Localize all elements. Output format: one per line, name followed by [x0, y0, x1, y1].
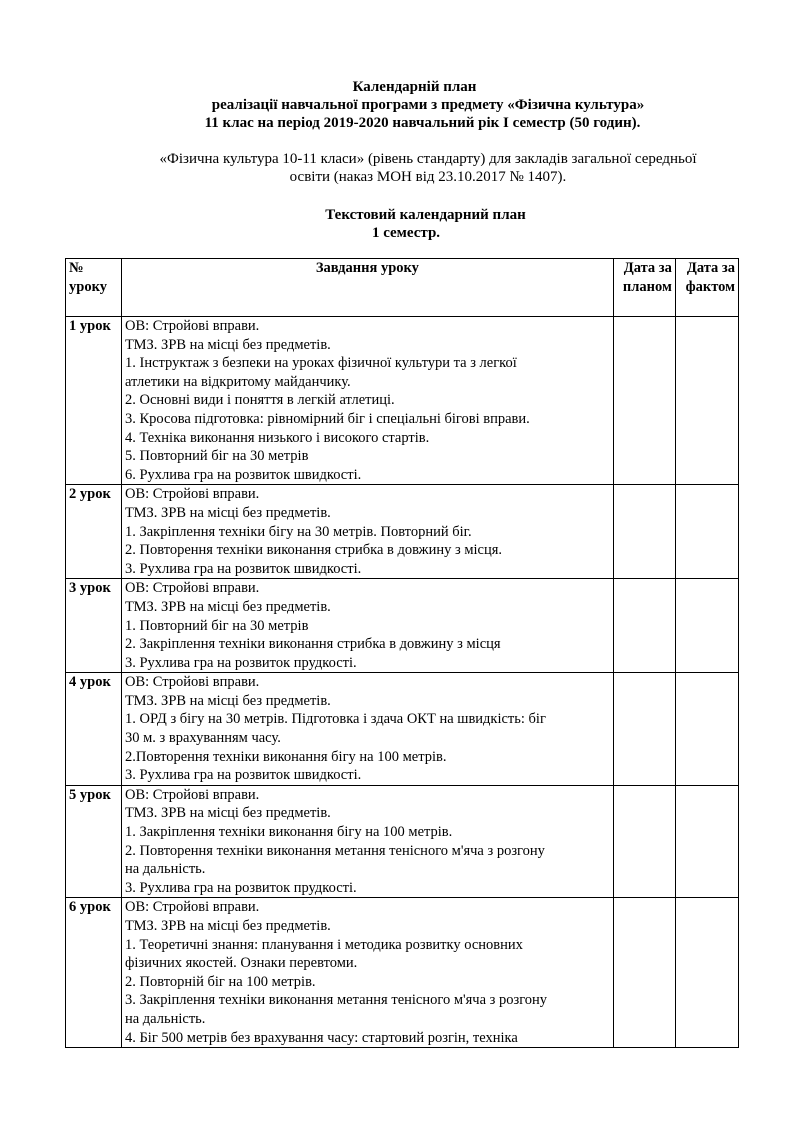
- task-line: 1. Теоретичні знання: планування і методика розвитку основних: [124, 936, 523, 953]
- task-line: ОВ: Стройові вправи.: [124, 486, 260, 503]
- table-body: [66, 317, 739, 1048]
- task-line: 1. Закріплення техніки виконання бігу на 100 метрів.: [124, 824, 453, 841]
- lesson-plan-table: [65, 258, 739, 1048]
- task-line: 4. Біг 500 метрів без врахування часу: стартовий розгін, техніка: [124, 1029, 518, 1046]
- task-line: ТМЗ. ЗРВ на місці без предметів.: [124, 336, 331, 353]
- lesson-task: [121, 785, 613, 898]
- task-line: 2. Закріплення техніки виконання стрибка в довжину з місця: [124, 636, 501, 653]
- table-row: [66, 785, 739, 898]
- program-line-2: освіти (наказ МОН від 23.10.2017 № 1407).: [289, 169, 567, 185]
- task-line: ОВ: Стройові вправи.: [124, 899, 260, 916]
- task-line: 3. Кросова підготовка: рівномірний біг і спеціальні бігові вправи.: [124, 410, 530, 427]
- header-date-planned: Дата за планом: [613, 259, 675, 317]
- task-line: 1. Інструктаж з безпеки на уроках фізичної культури та з легкої: [124, 355, 517, 372]
- title-line-2: реалізації навчальної програми з предмету «Фізична культура»: [211, 97, 645, 113]
- task-line: 4. Техніка виконання низького і високого стартів.: [124, 429, 430, 446]
- task-line: атлетики на відкритому майданчику.: [124, 373, 351, 390]
- lesson-number: 6 урок: [66, 898, 122, 1048]
- plan-subtitle: [0, 206, 794, 242]
- task-line: на дальність.: [124, 861, 206, 878]
- date-planned-cell: [613, 785, 675, 898]
- task-line: ТМЗ. ЗРВ на місці без предметів.: [124, 598, 331, 615]
- table-row: [66, 898, 739, 1048]
- task-line: на дальність.: [124, 1010, 206, 1027]
- task-line: ОВ: Стройові вправи.: [124, 580, 260, 597]
- task-line: ТМЗ. ЗРВ на місці без предметів.: [124, 692, 331, 709]
- lesson-task: [121, 673, 613, 786]
- task-line: ОВ: Стройові вправи.: [124, 318, 260, 334]
- task-line: 3. Рухлива гра на розвиток швидкості.: [124, 560, 362, 577]
- document-header: [0, 78, 794, 132]
- lesson-task: [121, 485, 613, 579]
- task-line: 2.Повторення техніки виконання бігу на 100 метрів.: [124, 748, 447, 765]
- task-line: 2. Повторній біг на 100 метрів.: [124, 973, 316, 990]
- task-line: 2. Повторення техніки виконання стрибка в довжину з місця.: [124, 542, 503, 559]
- date-planned-cell: [613, 673, 675, 786]
- table-row: [66, 579, 739, 673]
- task-line: 1. Повторний біг на 30 метрів: [124, 617, 309, 634]
- date-planned-cell: [613, 485, 675, 579]
- lesson-number: 1 урок: [66, 317, 122, 485]
- lesson-task: [121, 898, 613, 1048]
- task-line: 5. Повторний біг на 30 метрів: [124, 448, 309, 465]
- date-planned-cell: [613, 898, 675, 1048]
- subtitle-line-2: 1 семестр.: [371, 225, 441, 241]
- date-actual-cell: [675, 898, 738, 1048]
- task-line: 30 м. з врахуванням часу.: [124, 730, 281, 747]
- program-line-1: «Фізична культура 10-11 класи» (рівень стандарту) для закладів загальної середньої: [159, 151, 697, 167]
- date-actual-cell: [675, 673, 738, 786]
- date-actual-cell: [675, 785, 738, 898]
- task-line: 3. Рухлива гра на розвиток швидкості.: [124, 767, 362, 784]
- program-reference: [90, 150, 766, 186]
- title-line-1: Календарній план: [352, 79, 477, 95]
- task-line: 3. Рухлива гра на розвиток прудкості.: [124, 879, 357, 896]
- date-planned-cell: [613, 317, 675, 485]
- lesson-number: 3 урок: [66, 579, 122, 673]
- subtitle-line-1: Текстовий календарний план: [325, 207, 526, 223]
- header-lesson-task: Завдання уроку: [121, 259, 613, 317]
- task-line: 3. Закріплення техніки виконання метання тенісного м'яча з розгону: [124, 992, 548, 1009]
- task-line: ОВ: Стройові вправи.: [124, 786, 260, 803]
- lesson-number: 4 урок: [66, 673, 122, 786]
- task-line: 1. Закріплення техніки бігу на 30 метрів. Повторний біг.: [124, 523, 472, 540]
- table-row: [66, 485, 739, 579]
- date-planned-cell: [613, 579, 675, 673]
- task-line: фізичних якостей. Ознаки перевтоми.: [124, 955, 358, 972]
- task-line: ТМЗ. ЗРВ на місці без предметів.: [124, 805, 331, 822]
- date-actual-cell: [675, 485, 738, 579]
- task-line: 2. Повторення техніки виконання метання тенісного м'яча з розгону: [124, 842, 545, 859]
- task-line: ТМЗ. ЗРВ на місці без предметів.: [124, 504, 331, 521]
- date-actual-cell: [675, 317, 738, 485]
- date-actual-cell: [675, 579, 738, 673]
- header-date-actual: Дата за фактом: [675, 259, 738, 317]
- lesson-task: [121, 579, 613, 673]
- title-line-3: 11 клас на період 2019-2020 навчальний рік І семестр (50 годин).: [204, 115, 641, 131]
- task-line: ОВ: Стройові вправи.: [124, 674, 260, 691]
- task-line: 2. Основні види і поняття в легкій атлетиці.: [124, 392, 395, 409]
- lesson-task: [121, 317, 613, 485]
- header-lesson-number: № уроку: [66, 259, 122, 317]
- table-header-row: [66, 259, 739, 317]
- task-line: 6. Рухлива гра на розвиток швидкості.: [124, 466, 362, 483]
- task-line: 1. ОРД з бігу на 30 метрів. Підготовка і здача ОКТ на швидкість: біг: [124, 711, 546, 728]
- lesson-number: 2 урок: [66, 485, 122, 579]
- lesson-number: 5 урок: [66, 785, 122, 898]
- task-line: ТМЗ. ЗРВ на місці без предметів.: [124, 918, 331, 934]
- task-line: 3. Рухлива гра на розвиток прудкості.: [124, 654, 357, 671]
- table-row: [66, 673, 739, 786]
- table-row: [66, 317, 739, 485]
